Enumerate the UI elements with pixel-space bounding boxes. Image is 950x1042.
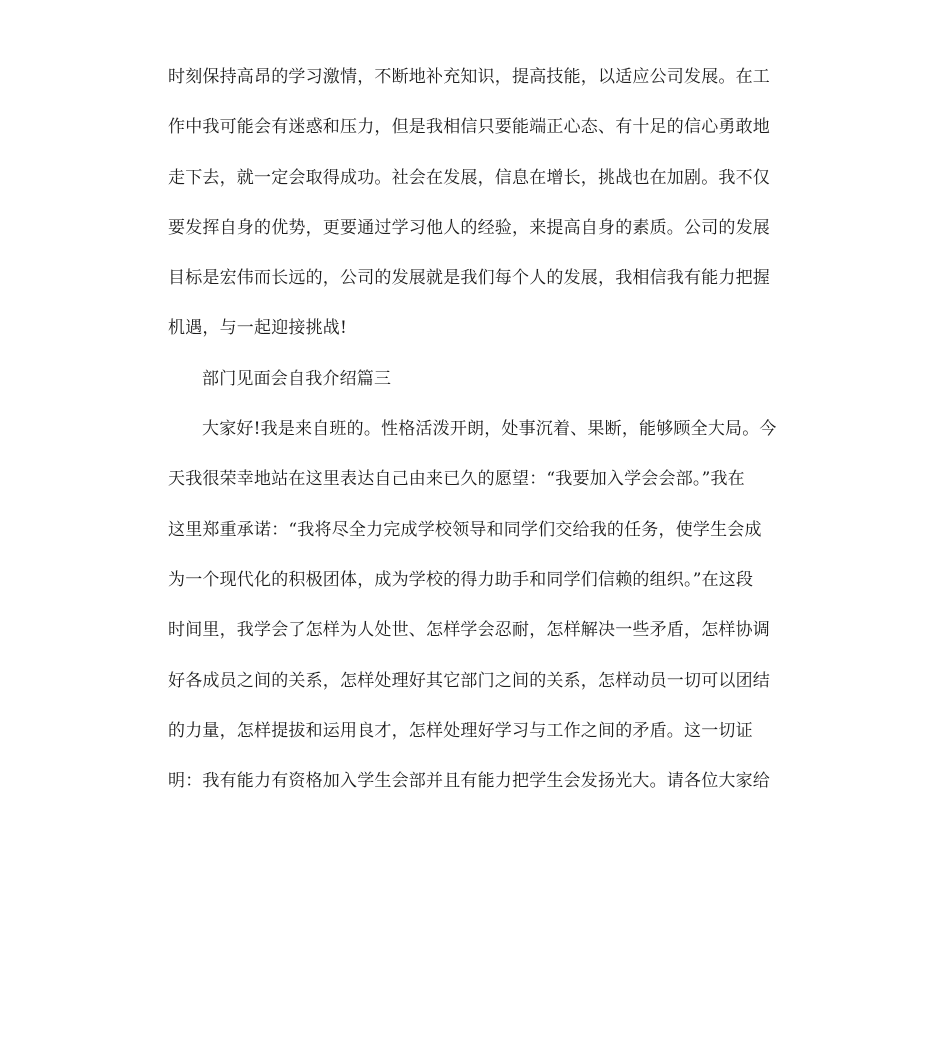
document-body: [168, 60, 788, 814]
paragraph-line: 要发挥自身的优势，更要通过学习他人的经验，来提高自身的素质。公司的发展: [168, 217, 770, 238]
paragraph-line: 走下去，就一定会取得成功。社会在发展，信息在增长，挑战也在加剧。我不仅: [168, 167, 770, 188]
paragraph-line: 时间里，我学会了怎样为人处世、怎样学会忍耐，怎样解决一些矛盾，怎样协调: [168, 620, 770, 641]
paragraph-line: 的力量，怎样提拔和运用良才，怎样处理好学习与工作之间的矛盾。这一切证: [168, 720, 753, 741]
paragraph-line: 天我很荣幸地站在这里表达自己由来已久的愿望：“我要加入学会会部。”我在: [168, 469, 745, 490]
paragraph-line: 作中我可能会有迷惑和压力，但是我相信只要能端正心态、有十足的信心勇敢地: [168, 117, 770, 138]
paragraph-line: 为一个现代化的积极团体，成为学校的得力助手和同学们信赖的组织。”在这段: [168, 569, 754, 590]
paragraph-line: 这里郑重承诺：“我将尽全力完成学校领导和同学们交给我的任务，使学生会成: [168, 519, 762, 540]
paragraph-line: 目标是宏伟而长远的，公司的发展就是我们每个人的发展，我相信我有能力把握: [168, 268, 770, 289]
paragraph-line: 大家好!我是来自班的。性格活泼开朗，处事沉着、果断，能够顾全大局。今: [202, 419, 777, 440]
paragraph-line: 明：我有能力有资格加入学生会部并且有能力把学生会发扬光大。请各位大家给: [168, 771, 770, 792]
section-heading: 部门见面会自我介绍篇三: [202, 368, 392, 389]
paragraph-line: 时刻保持高昂的学习激情，不断地补充知识，提高技能，以适应公司发展。在工: [168, 67, 770, 87]
paragraph-line: 机遇，与一起迎接挑战!: [168, 318, 348, 339]
paragraph-line: 好各成员之间的关系，怎样处理好其它部门之间的关系，怎样动员一切可以团结: [168, 670, 770, 691]
